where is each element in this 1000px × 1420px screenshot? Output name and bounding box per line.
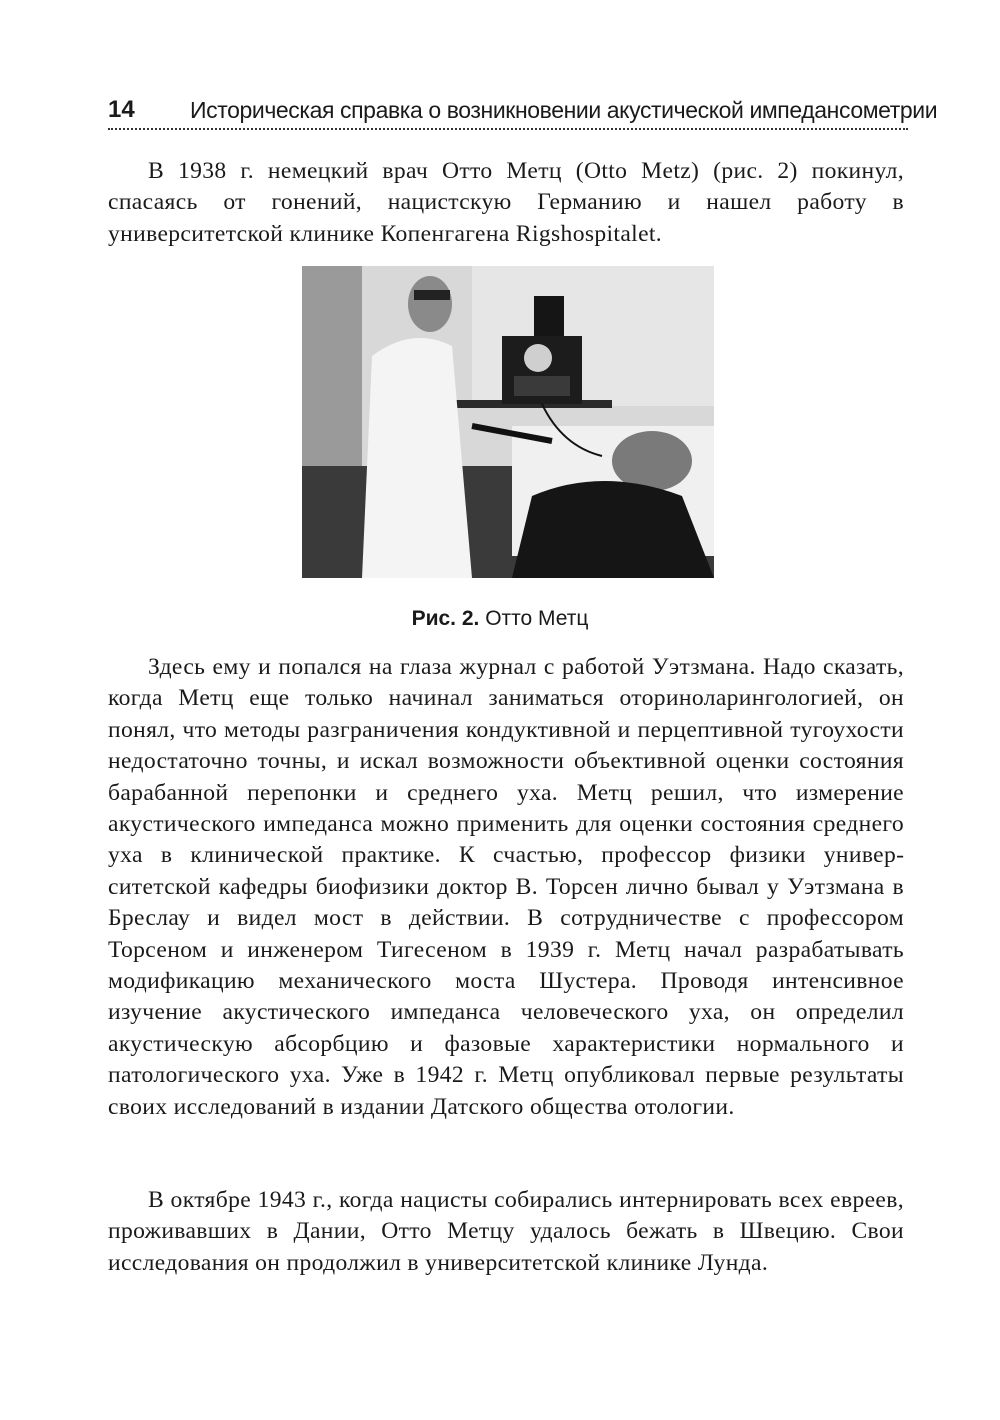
paragraph-3: В октябре 1943 г., когда нацисты собирались интернировать всех евреев, проживавших в Дании, Отто Метцу удалось бежать в Швецию. Свои исследования он продолжил в университетской клинике Лунда. <box>108 1187 904 1276</box>
paragraph-2: Здесь ему и попался на глаза журнал с работой Уэтзмана. Надо сказать, когда Метц еще только начинал заниматься оториноларингологией, он понял, что методы разграничения кондуктивной и перцептивной тугоухости недостаточно точны, и искал возможности объективной оценки состояния барабанной перепонки и среднего уха. Метц решил, что измерение акустического импеданса можно применить для оценки состояния среднего уха в клинической практике. К счастью, профессор физики университетской кафедры биофизики доктор В. Торсен лично бывал у Уэтзмана в Бреслау и видел мост в действии. В сотрудничестве с профессором Торсеном и инженером Тигесеном в 1939 г. Метц начал разрабатывать модификацию механического моста Шустера. Проводя интенсивное изучение акустического импеданса человеческого уха, он определил акустическую абсорбцию и фазовые характеристики нормального и патологического уха. Уже в 1942 г. Метц опубликовал первые результаты своих исследований в издании Датского общества отологии. <box>108 654 904 1120</box>
figure-photo-otto-metz <box>302 266 714 578</box>
figure-label: Рис. 2. <box>411 607 480 630</box>
page-number: 14 <box>108 96 135 123</box>
paragraph-1: В 1938 г. немецкий врач Отто Метц (Otto Metz) (рис. 2) покинул, спасаясь от гонений, нацистскую Германию и нашел работу в университетской клинике Копенгагена Rigshospitalet. <box>108 158 904 247</box>
figure-caption <box>0 604 1000 634</box>
running-header <box>108 92 938 132</box>
running-title: Историческая справка о возникновении акустической импедансометрии <box>190 97 938 123</box>
figure-caption-text: Отто Метц <box>485 607 589 630</box>
header-dotted-rule <box>108 128 908 130</box>
photo-illustration <box>302 266 714 578</box>
